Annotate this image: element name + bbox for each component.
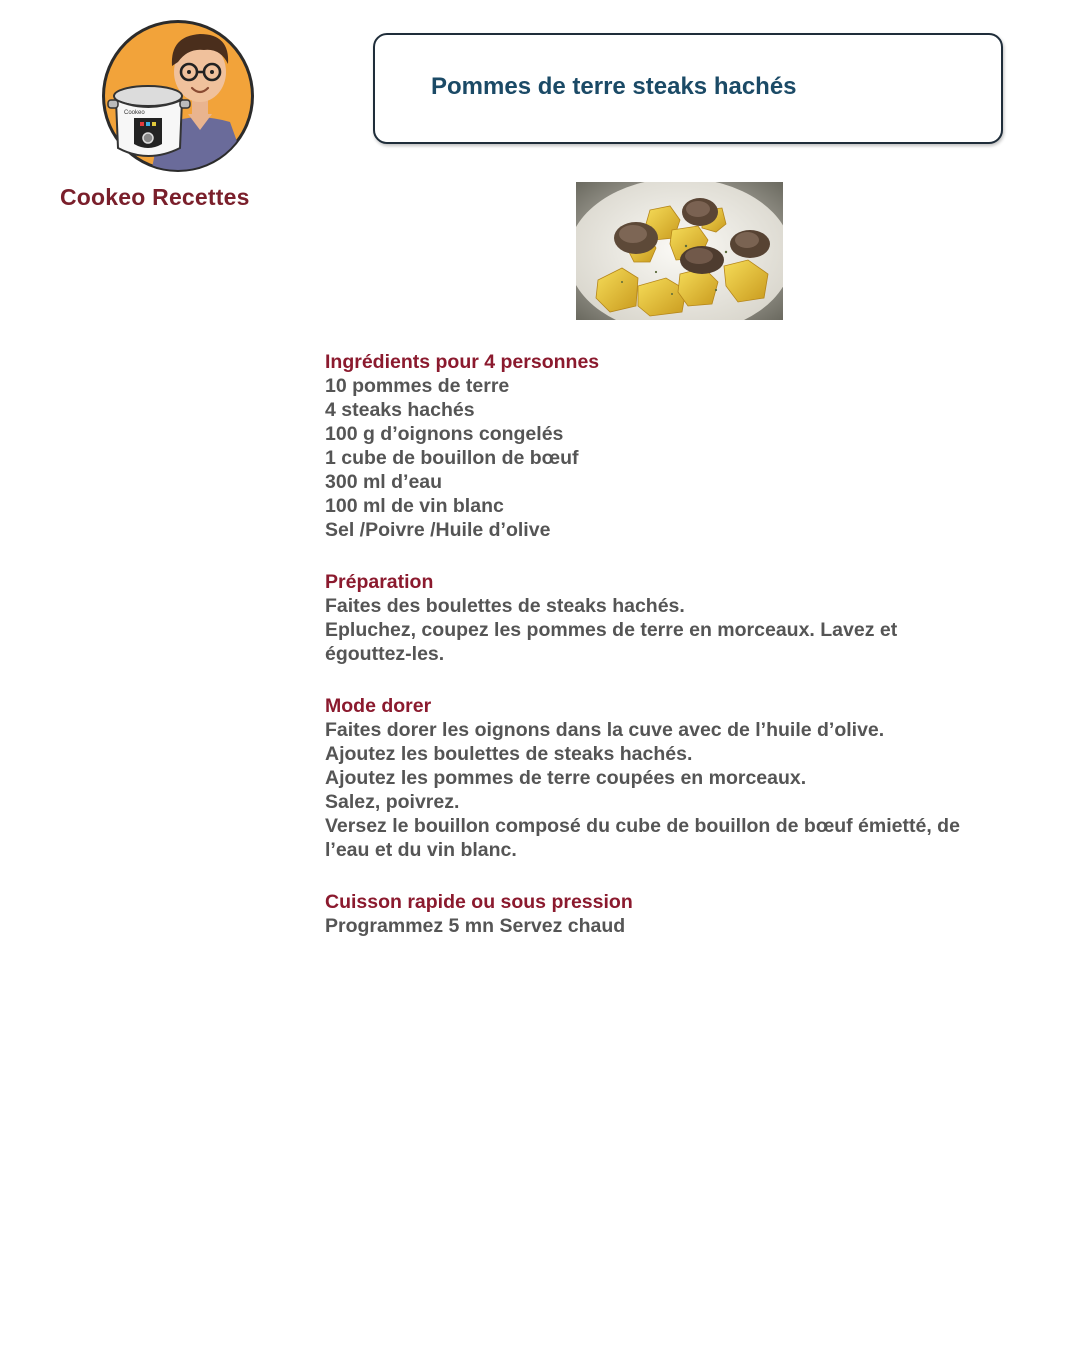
section-mode-dorer: [325, 694, 1035, 862]
brand-logo: [60, 18, 290, 218]
title-box: [373, 33, 1003, 144]
ingredient-line: 100 ml de vin blanc: [325, 495, 504, 517]
recipe-content: [325, 350, 1035, 966]
step-line: Ajoutez les boulettes de steaks hachés.: [325, 743, 693, 765]
section-preparation: [325, 570, 1035, 666]
ingredient-line: 100 g d’oignons congelés: [325, 423, 564, 445]
step-line: Faites des boulettes de steaks hachés.: [325, 595, 685, 617]
pressure-cooker-icon: [108, 86, 190, 156]
section-heading: Cuisson rapide ou sous pression: [325, 891, 633, 913]
section-ingredients: [325, 350, 1035, 542]
section-heading: Préparation: [325, 571, 434, 593]
step-line: Epluchez, coupez les pommes de terre en morceaux. Lavez et: [325, 619, 898, 641]
step-line: Faites dorer les oignons dans la cuve avec de l’huile d’olive.: [325, 719, 885, 741]
ingredient-line: 4 steaks hachés: [325, 399, 475, 421]
step-line: Salez, poivrez.: [325, 791, 460, 813]
step-line: Ajoutez les pommes de terre coupées en morceaux.: [325, 767, 807, 789]
ingredient-line: Sel /Poivre /Huile d’olive: [325, 519, 551, 541]
step-line: Programmez 5 mn Servez chaud: [325, 915, 626, 937]
section-heading: Ingrédients pour 4 personnes: [325, 351, 600, 373]
step-line: l’eau et du vin blanc.: [325, 839, 517, 861]
section-heading: Mode dorer: [325, 695, 432, 717]
brand-name: Cookeo Recettes: [60, 184, 250, 210]
ingredient-line: 1 cube de bouillon de bœuf: [325, 447, 579, 469]
ingredient-line: 300 ml d’eau: [325, 471, 443, 493]
ingredient-line: 10 pommes de terre: [325, 375, 510, 397]
dish-photo: [576, 182, 783, 320]
dish-photo-icon: [576, 182, 783, 320]
page-title: Pommes de terre steaks hachés: [431, 73, 797, 100]
step-line: Versez le bouillon composé du cube de bouillon de bœuf émietté, de: [325, 815, 960, 837]
chef-avatar-icon: [100, 18, 256, 174]
svg-text:Cookeo: Cookeo: [124, 110, 145, 116]
section-cuisson: [325, 890, 1035, 938]
step-line: égouttez-les.: [325, 643, 445, 665]
